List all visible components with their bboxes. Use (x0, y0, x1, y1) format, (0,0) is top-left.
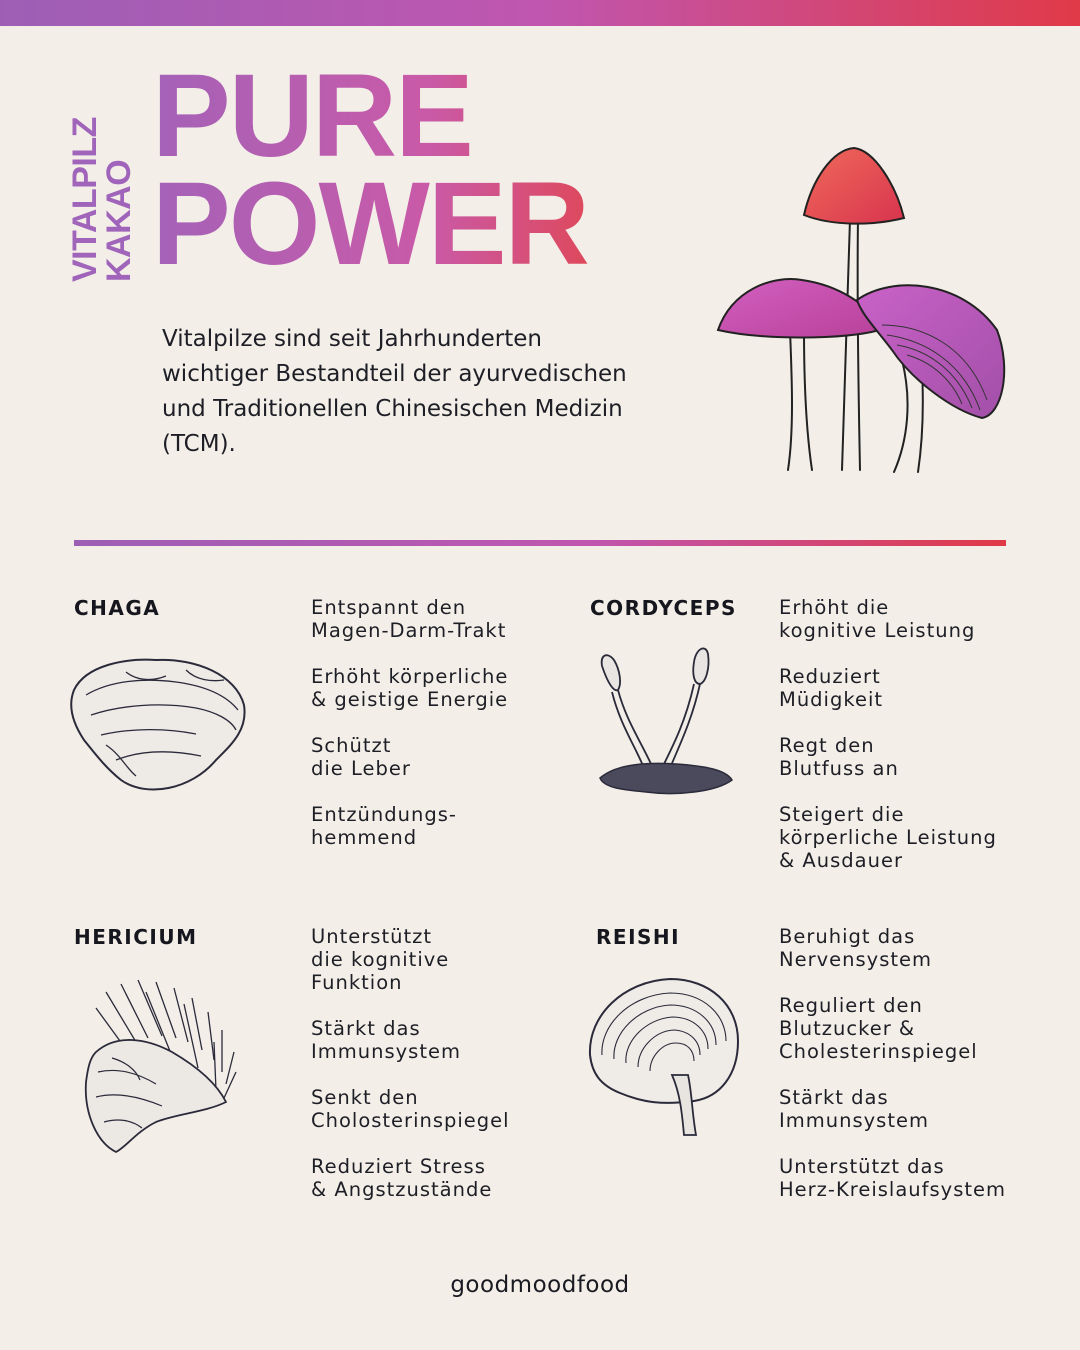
chaga-icon (66, 650, 250, 802)
list-item: Reguliert den Blutzucker & Cholesterinspiegel (779, 994, 978, 1063)
side-title-line1: VITALPILZ (66, 117, 104, 282)
list-item: Senkt den Cholosterinspiegel (311, 1086, 510, 1132)
list-item: Beruhigt das Nervensystem (779, 925, 932, 971)
brand-logo: goodmoodfood (450, 1272, 630, 1298)
list-item: Erhöht die kognitive Leistung (779, 596, 976, 642)
top-gradient-bar (0, 0, 1080, 26)
side-title (68, 117, 136, 282)
list-item: Entspannt den Magen-Darm-Trakt (311, 596, 507, 642)
intro-text: Vitalpilze sind seit Jahrhunderten wichtiger Bestandteil der ayurvedischen und Traditionellen Chinesischen Medizin (TCM). (162, 326, 627, 457)
mushroom-title-chaga: CHAGA (74, 596, 161, 620)
list-item: Stärkt das Immunsystem (779, 1086, 929, 1132)
cordyceps-benefits (779, 596, 997, 895)
mushrooms-illustration-icon (712, 140, 1022, 480)
mushroom-title-cordyceps: CORDYCEPS (590, 596, 737, 620)
list-item: Reduziert Stress & Angstzustände (311, 1155, 493, 1201)
hericium-icon (76, 972, 248, 1162)
list-item: Entzündungs- hemmend (311, 803, 457, 849)
headline-line1: PURE (152, 50, 472, 182)
list-item: Regt den Blutfuss an (779, 734, 899, 780)
section-divider (74, 540, 1006, 546)
list-item: Stärkt das Immunsystem (311, 1017, 461, 1063)
headline (152, 50, 652, 290)
side-title-line2: KAKAO (100, 159, 138, 282)
reishi-benefits (779, 925, 1006, 1224)
hericium-benefits (311, 925, 510, 1224)
reishi-icon (584, 975, 744, 1143)
list-item: Unterstützt die kognitive Funktion (311, 925, 450, 994)
mushroom-title-reishi: REISHI (596, 925, 681, 949)
headline-line2: POWER (152, 158, 588, 290)
cordyceps-icon (596, 640, 736, 802)
list-item: Schützt die Leber (311, 734, 411, 780)
list-item: Reduziert Müdigkeit (779, 665, 884, 711)
chaga-benefits (311, 596, 508, 872)
list-item: Unterstützt das Herz-Kreislaufsystem (779, 1155, 1006, 1201)
list-item: Steigert die körperliche Leistung & Ausdauer (779, 803, 997, 872)
mushroom-title-hericium: HERICIUM (74, 925, 198, 949)
list-item: Erhöht körperliche & geistige Energie (311, 665, 509, 711)
